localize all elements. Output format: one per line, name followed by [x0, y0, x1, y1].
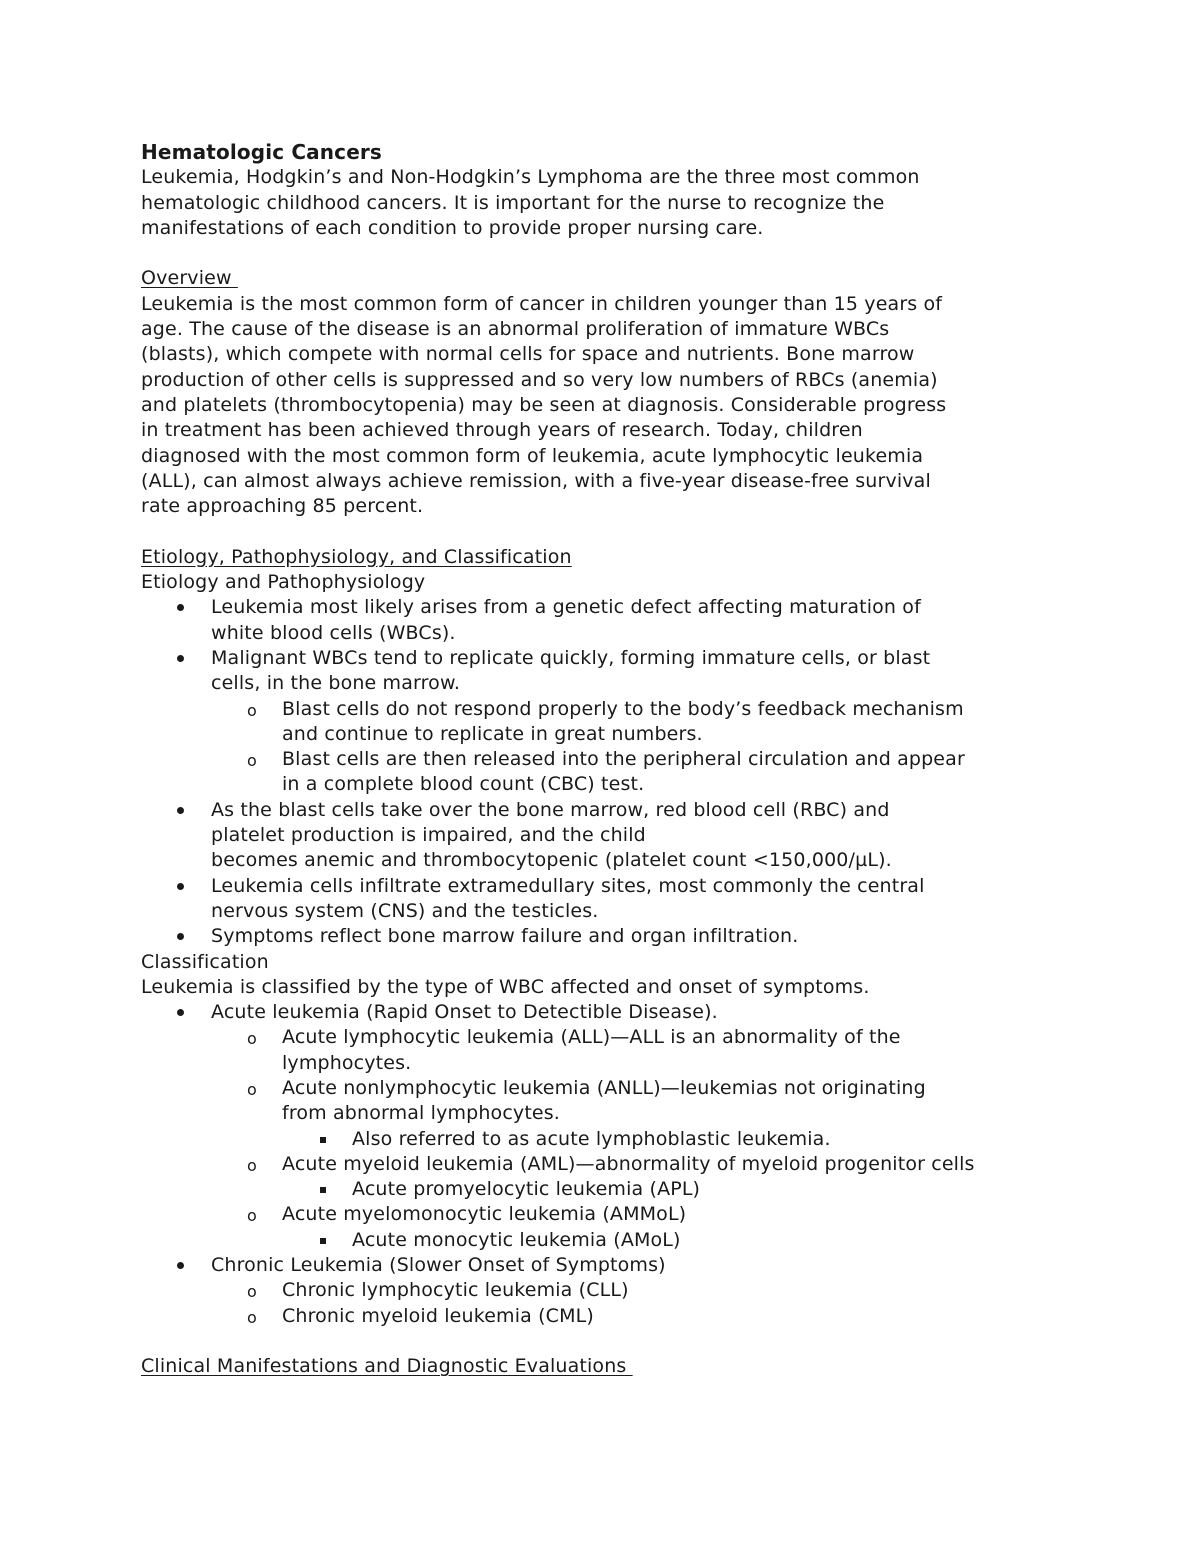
spacer: [141, 519, 1081, 544]
list-item-text: Leukemia most likely arises from a genetic defect affecting maturation of: [211, 596, 921, 619]
list-item-text: nervous system (CNS) and the testicles.: [211, 899, 599, 922]
overview-line: diagnosed with the most common form of leukemia, acute lymphocytic leukemia: [141, 444, 924, 467]
bullet-dot-icon: [177, 1009, 184, 1016]
list-item-text: in a complete blood count (CBC) test.: [282, 773, 645, 796]
list-item-text: Blast cells are then released into the peripheral circulation and appear: [282, 748, 965, 771]
overview-heading: Overview: [141, 267, 238, 290]
list-item-text: Chronic lymphocytic leukemia (CLL): [282, 1279, 629, 1302]
spacer: [141, 1329, 1081, 1354]
bullet-dot-icon: [177, 1262, 184, 1269]
list-item: [141, 1253, 1081, 1278]
document-title: Hematologic Cancers: [141, 140, 382, 164]
list-item-text: platelet production is impaired, and the child: [211, 824, 646, 847]
list-item: [141, 1076, 1081, 1127]
bullet-circle-icon: o: [247, 1029, 257, 1049]
list-item-text: Also referred to as acute lymphoblastic leukemia.: [352, 1127, 831, 1150]
etiology-subheading: Etiology and Pathophysiology: [141, 571, 426, 594]
bullet-circle-icon: o: [247, 700, 257, 720]
list-item-text: white blood cells (WBCs).: [211, 621, 456, 644]
bullet-circle-icon: o: [247, 1079, 257, 1099]
overview-line: rate approaching 85 percent.: [141, 495, 424, 518]
list-item: [141, 1177, 1081, 1202]
classification-list: [141, 1000, 1081, 1329]
list-item: [141, 924, 1081, 949]
bullet-square-icon: [320, 1238, 326, 1244]
list-item: [141, 595, 1081, 646]
list-item-text: cells, in the bone marrow.: [211, 672, 461, 695]
bullet-circle-icon: o: [247, 1206, 257, 1226]
list-item: [141, 1000, 1081, 1025]
etiology-heading: Etiology, Pathophysiology, and Classification: [141, 545, 572, 568]
list-item-text: becomes anemic and thrombocytopenic (platelet count <150,000/µL).: [211, 849, 892, 872]
list-item: [141, 646, 1081, 697]
list-item-text: Malignant WBCs tend to replicate quickly, forming immature cells, or blast: [211, 646, 931, 669]
overview-line: and platelets (thrombocytopenia) may be seen at diagnosis. Considerable progress: [141, 393, 947, 416]
etiology-list: [141, 595, 1081, 949]
bullet-circle-icon: o: [247, 1282, 257, 1302]
overview-line: age. The cause of the disease is an abnormal proliferation of immature WBCs: [141, 318, 890, 341]
list-item: [141, 697, 1081, 748]
list-item-text: Acute leukemia (Rapid Onset to Detectible Disease).: [211, 1001, 718, 1024]
list-item-text: Acute lymphocytic leukemia (ALL)—ALL is an abnormality of the: [282, 1026, 901, 1049]
list-item-text: Chronic myeloid leukemia (CML): [282, 1304, 594, 1327]
list-item: [141, 1025, 1081, 1076]
list-item: [141, 1202, 1081, 1227]
list-item-text: Acute myelomonocytic leukemia (AMMoL): [282, 1203, 687, 1226]
list-item-text: Acute monocytic leukemia (AMoL): [352, 1228, 681, 1251]
overview-line: production of other cells is suppressed and so very low numbers of RBCs (anemia): [141, 368, 938, 391]
bullet-dot-icon: [177, 604, 184, 611]
clinical-heading: Clinical Manifestations and Diagnostic Evaluations: [141, 1355, 633, 1378]
list-item-text: Acute myeloid leukemia (AML)—abnormality of myeloid progenitor cells: [282, 1152, 975, 1175]
intro-line: manifestations of each condition to provide proper nursing care.: [141, 216, 764, 239]
list-item: [141, 1152, 1081, 1177]
bullet-circle-icon: o: [247, 1155, 257, 1175]
bullet-dot-icon: [177, 807, 184, 814]
list-item: [141, 1228, 1081, 1253]
list-item-text: Chronic Leukemia (Slower Onset of Symptoms): [211, 1254, 666, 1277]
bullet-dot-icon: [177, 655, 184, 662]
list-item-text: lymphocytes.: [282, 1051, 412, 1074]
list-item-text: Acute promyelocytic leukemia (APL): [352, 1178, 701, 1201]
overview-line: (blasts), which compete with normal cells for space and nutrients. Bone marrow: [141, 343, 915, 366]
bullet-circle-icon: o: [247, 1307, 257, 1327]
list-item-text: Symptoms reflect bone marrow failure and organ infiltration.: [211, 925, 799, 948]
list-item: [141, 747, 1081, 798]
list-item-text: and continue to replicate in great numbers.: [282, 722, 703, 745]
classification-subheading: Classification: [141, 950, 269, 973]
spacer: [141, 241, 1081, 266]
classification-intro: Leukemia is classified by the type of WBC affected and onset of symptoms.: [141, 975, 870, 998]
overview-line: (ALL), can almost always achieve remission, with a five-year disease-free survival: [141, 469, 931, 492]
list-item: [141, 1127, 1081, 1152]
bullet-circle-icon: o: [247, 751, 257, 771]
bullet-dot-icon: [177, 883, 184, 890]
overview-paragraph: [141, 292, 1081, 520]
overview-line: in treatment has been achieved through years of research. Today, children: [141, 419, 863, 442]
list-item-text: Blast cells do not respond properly to the body’s feedback mechanism: [282, 697, 964, 720]
list-item-text: As the blast cells take over the bone marrow, red blood cell (RBC) and: [211, 798, 890, 821]
list-item: [141, 798, 1081, 874]
list-item: [141, 874, 1081, 925]
overview-line: Leukemia is the most common form of cancer in children younger than 15 years of: [141, 292, 943, 315]
bullet-dot-icon: [177, 933, 184, 940]
list-item-text: Leukemia cells infiltrate extramedullary sites, most commonly the central: [211, 874, 925, 897]
intro-paragraph: [141, 165, 1081, 241]
list-item-text: from abnormal lymphocytes.: [282, 1102, 560, 1125]
intro-line: Leukemia, Hodgkin’s and Non-Hodgkin’s Lymphoma are the three most common: [141, 166, 920, 189]
intro-line: hematologic childhood cancers. It is important for the nurse to recognize the: [141, 191, 885, 214]
list-item-text: Acute nonlymphocytic leukemia (ANLL)—leukemias not originating: [282, 1076, 926, 1099]
bullet-square-icon: [320, 1137, 326, 1143]
list-item: [141, 1278, 1081, 1303]
bullet-square-icon: [320, 1187, 326, 1193]
document-page: [141, 140, 1081, 1380]
list-item: [141, 1304, 1081, 1329]
